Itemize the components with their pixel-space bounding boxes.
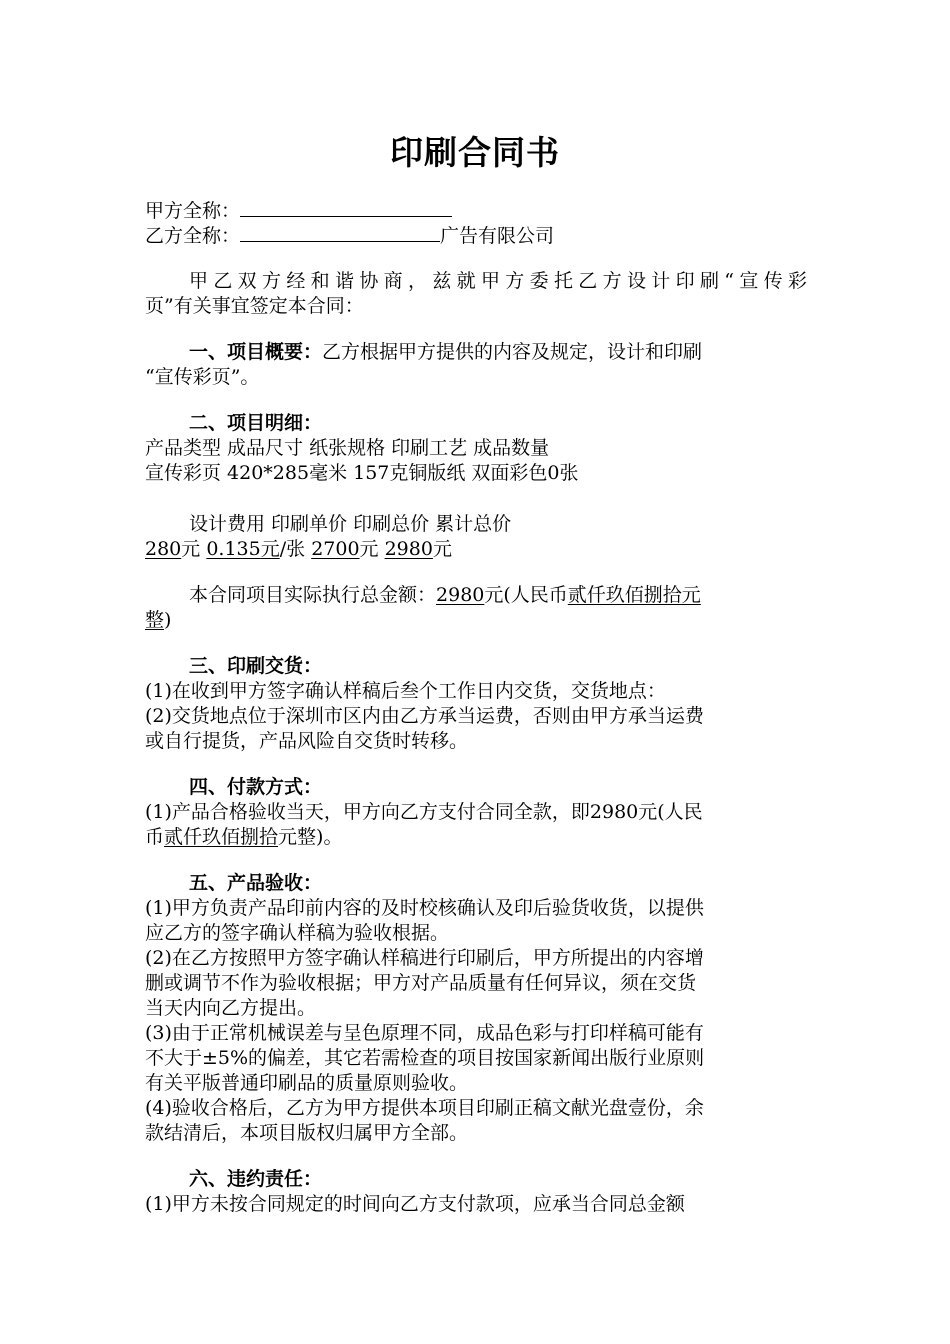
total-amount-line-1: 本合同项目实际执行总金额：2980元(人民币贰仟玖佰捌拾元 xyxy=(189,584,701,606)
contract-body xyxy=(145,198,807,1217)
party-a-line xyxy=(145,198,807,223)
fee-print-total-value: 2700 xyxy=(311,538,360,560)
payment-amount-chinese: 贰仟玖佰捌拾 xyxy=(164,826,279,848)
section-1-text: 乙方根据甲方提供的内容及规定，设计和印刷 xyxy=(322,341,703,363)
intro-line-1: 甲乙双方经和谐协商，兹就甲方委托乙方设计印刷“宣传彩 xyxy=(189,270,807,292)
fee-cumulative-value: 2980 xyxy=(384,538,433,560)
party-b-suffix: 广告有限公司 xyxy=(440,225,555,247)
section-1-line-1 xyxy=(145,340,807,365)
section-5-item-1-line-2: 应乙方的签字确认样稿为验收根据。 xyxy=(145,922,450,944)
party-b-label: 乙方全称： xyxy=(145,225,241,247)
section-3-heading: 三、印刷交货： xyxy=(189,655,323,677)
section-3-item-1: (1)在收到甲方签字确认样稿后叁个工作日内交货，交货地点： xyxy=(145,680,666,702)
party-b-line xyxy=(145,223,807,248)
section-4-item-1-line-2: 币贰仟玖佰捌拾元整)。 xyxy=(145,826,343,848)
section-5-item-1-line-1: (1)甲方负责产品印前内容的及时校核确认及印后验货收货，以提供 xyxy=(145,897,704,919)
section-5-item-3-line-1: (3)由于正常机械误差与呈色原理不同，成品色彩与打印样稿可能有 xyxy=(145,1022,704,1044)
product-header-row: 产品类型 成品尺寸 纸张规格 印刷工艺 成品数量 xyxy=(145,437,550,459)
document-title: 印刷合同书 xyxy=(390,133,560,172)
section-5-item-3-line-2: 不大于±5%的偏差，其它若需检查的项目按国家新闻出版行业原则 xyxy=(145,1047,705,1069)
section-5-item-3-line-3: 有关平版普通印刷品的质量原则验收。 xyxy=(145,1072,469,1094)
section-1-line-2: “宣传彩页”。 xyxy=(145,366,260,388)
section-4-heading: 四、付款方式： xyxy=(189,776,323,798)
section-6-heading: 六、违约责任： xyxy=(189,1168,323,1190)
party-a-blank xyxy=(240,198,452,217)
fee-unit-price-value: 0.135 xyxy=(206,538,261,560)
section-6-item-1-line-1: (1)甲方未按合同规定的时间向乙方支付款项，应承当合同总金额 xyxy=(145,1193,685,1215)
section-5-item-4-line-2: 款结清后，本项目版权归属甲方全部。 xyxy=(145,1122,469,1144)
product-value-row: 宣传彩页 420*285毫米 157克铜版纸 双面彩色0张 xyxy=(145,462,579,484)
section-3-item-2-line-1: (2)交货地点位于深圳市区内由乙方承当运费，否则由甲方承当运费 xyxy=(145,705,704,727)
section-1-heading: 一、项目概要： xyxy=(189,341,323,363)
section-5-item-4-line-1: (4)验收合格后，乙方为甲方提供本项目印刷正稿文献光盘壹份，余 xyxy=(145,1097,704,1119)
section-3-item-2-line-2: 或自行提货，产品风险自交货时转移。 xyxy=(145,730,469,752)
section-5-item-2-line-3: 当天内向乙方提出。 xyxy=(145,997,317,1019)
section-4-item-1-line-1: (1)产品合格验收当天，甲方向乙方支付合同全款，即2980元(人民 xyxy=(145,801,703,823)
party-a-label: 甲方全称： xyxy=(145,200,241,222)
fee-value-row: 280元 0.135元/张 2700元 2980元 xyxy=(145,538,452,560)
section-2-heading: 二、项目明细： xyxy=(189,412,323,434)
party-b-blank xyxy=(240,223,440,242)
fee-header-row: 设计费用 印刷单价 印刷总价 累计总价 xyxy=(189,513,512,535)
section-5-item-2-line-1: (2)在乙方按照甲方签字确认样稿进行印刷后，甲方所提出的内容增 xyxy=(145,947,704,969)
section-5-item-2-line-2: 删或调节不作为验收根据；甲方对产品质量有任何异议，须在交货 xyxy=(145,972,697,994)
total-amount-line-2: 整) xyxy=(145,609,172,631)
total-amount-chinese: 贰仟玖佰捌拾元 xyxy=(567,584,701,606)
section-5-heading: 五、产品验收： xyxy=(189,872,323,894)
intro-line-2: 页”有关事宜签定本合同： xyxy=(145,295,364,317)
total-amount-value: 2980 xyxy=(436,584,485,606)
fee-design-value: 280 xyxy=(145,538,182,560)
